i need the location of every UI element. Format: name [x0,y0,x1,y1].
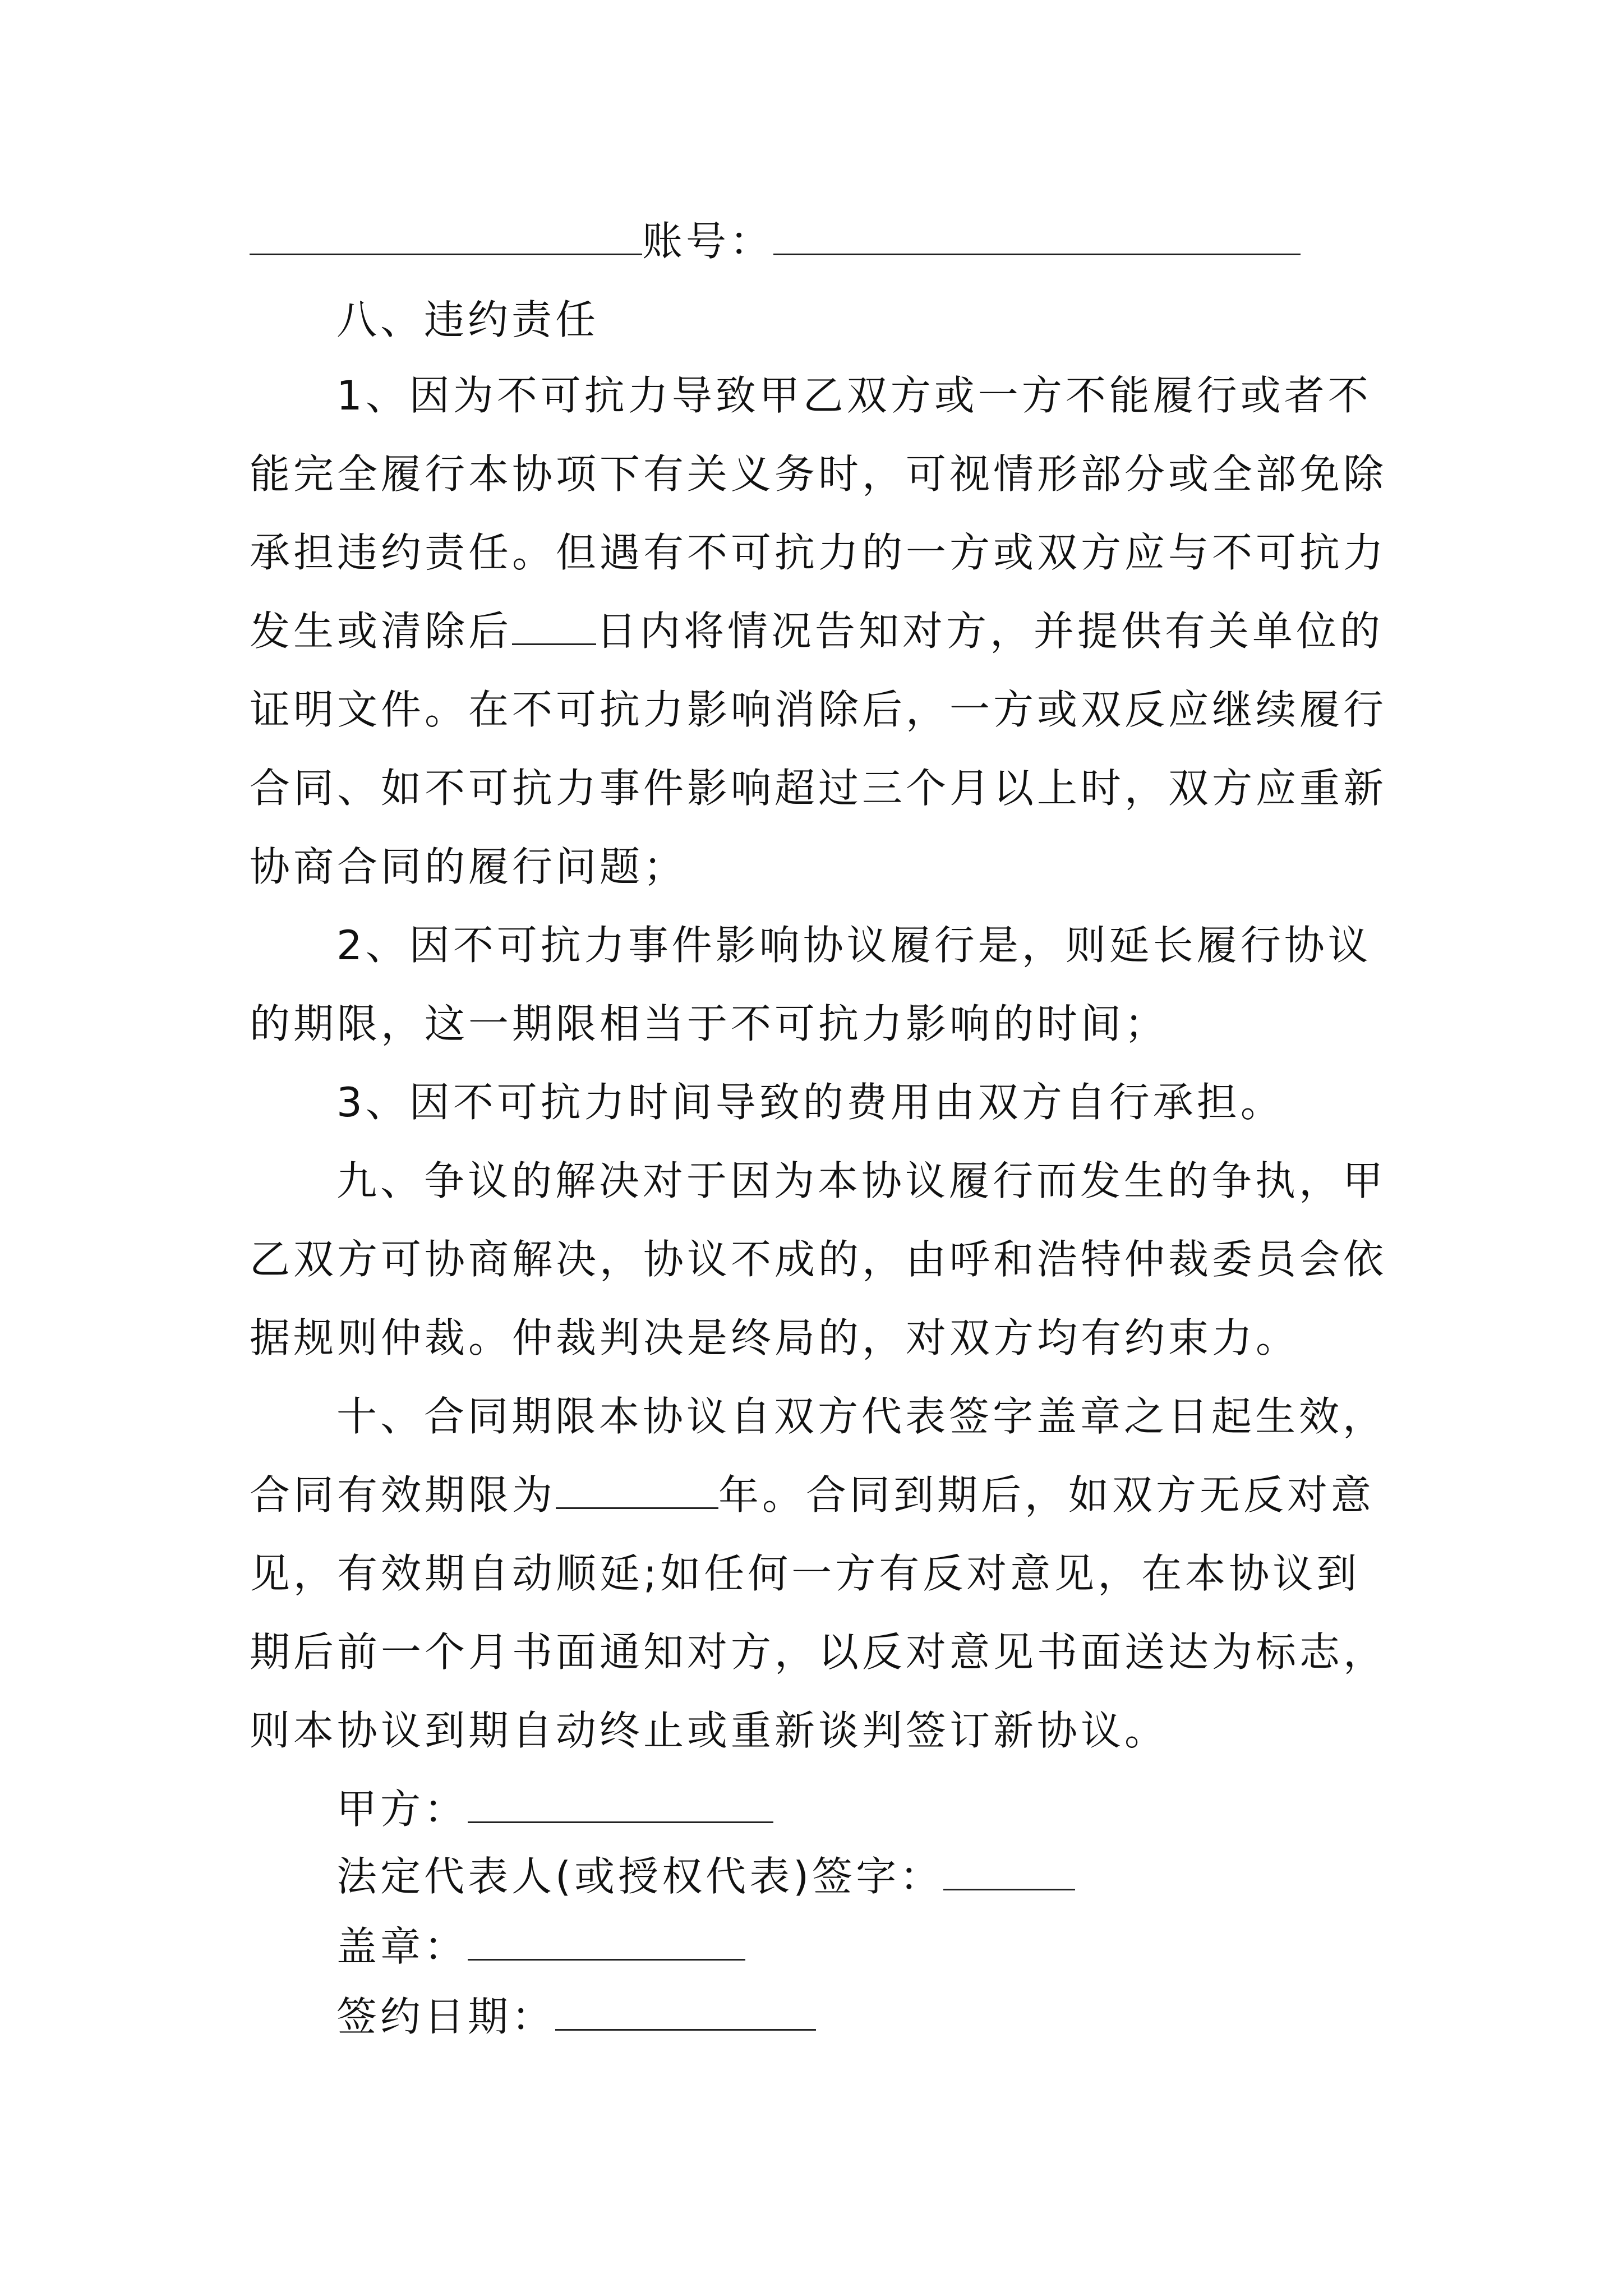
clause-2-line-2: 的期限，这一期限相当于不可抗力影响的时间； [250,1000,1169,1047]
representative-line [336,1848,1075,1904]
section-10-line-2-start: 合同有效期限为 [250,1471,556,1519]
bank-name-blank [250,213,642,255]
party-a-label: 甲方： [336,1786,468,1833]
clause-1-line-6: 合同、如不可抗力事件影响超过三个月以上时，双方应重新 [250,765,1387,812]
section-10-line-5: 则本协议到期自动终止或重新谈判签订新协议。 [250,1707,1169,1754]
section-9-line-1: 九、争议的解决对于因为本协议履行而发生的争执，甲 [336,1157,1387,1204]
section-9-line-3: 据规则仲裁。仲裁判决是终局的，对双方均有约束力。 [250,1314,1300,1361]
section-10-line-2 [250,1467,1375,1523]
section-10-line-2-end: 年。合同到期后，如双方无反对意 [718,1471,1375,1519]
clause-1-line-5: 证明文件。在不可抗力影响消除后，一方或双反应继续履行 [250,686,1387,733]
clause-1-line-4-end: 日内将情况告知对方，并提供有关单位的 [596,608,1384,655]
section-10-line-3: 见，有效期自动顺延;如任何一方有反对意见，在本协议到 [250,1550,1361,1597]
date-line [336,1989,816,2045]
representative-label: 法定代表人(或授权代表)签字： [336,1853,944,1900]
account-number-blank [773,213,1301,255]
section-10-line-1: 十、合同期限本协议自双方代表签字盖章之日起生效， [336,1393,1387,1440]
seal-label: 盖章： [336,1923,468,1970]
section-10-line-4: 期后前一个月书面通知对方，以反对意见书面送达为标志， [250,1628,1387,1676]
seal-line [336,1918,745,1975]
seal-blank [468,1918,745,1961]
validity-years-blank [556,1467,718,1509]
section-8-title: 八、违约责任 [336,296,600,343]
clause-1-line-2: 能完全履行本协项下有关义务时，可视情形部分或全部免除 [250,450,1387,498]
clause-1-line-4 [250,603,1384,659]
account-label: 账号： [642,218,774,265]
clause-1-line-1: 1、因为不可抗力导致甲乙双方或一方不能履行或者不 [336,372,1372,419]
date-blank [555,1989,816,2031]
party-a-line [336,1781,773,1837]
date-label: 签约日期： [336,1993,556,2040]
clause-1-line-3: 承担违约责任。但遇有不可抗力的一方或双方应与不可抗力 [250,529,1387,576]
clause-2-line-1: 2、因不可抗力事件影响协议履行是，则延长履行协议 [336,922,1372,969]
party-a-blank [468,1781,773,1823]
clause-3: 3、因不可抗力时间导致的费用由双方自行承担。 [336,1079,1284,1126]
account-line [250,213,1301,269]
clause-1-line-7: 协商合同的履行问题； [250,843,688,890]
representative-blank [943,1848,1075,1890]
clause-1-line-4-start: 发生或清除后 [250,608,513,655]
section-9-line-2: 乙双方可协商解决，协议不成的，由呼和浩特仲裁委员会依 [250,1236,1387,1283]
days-blank [512,603,596,645]
